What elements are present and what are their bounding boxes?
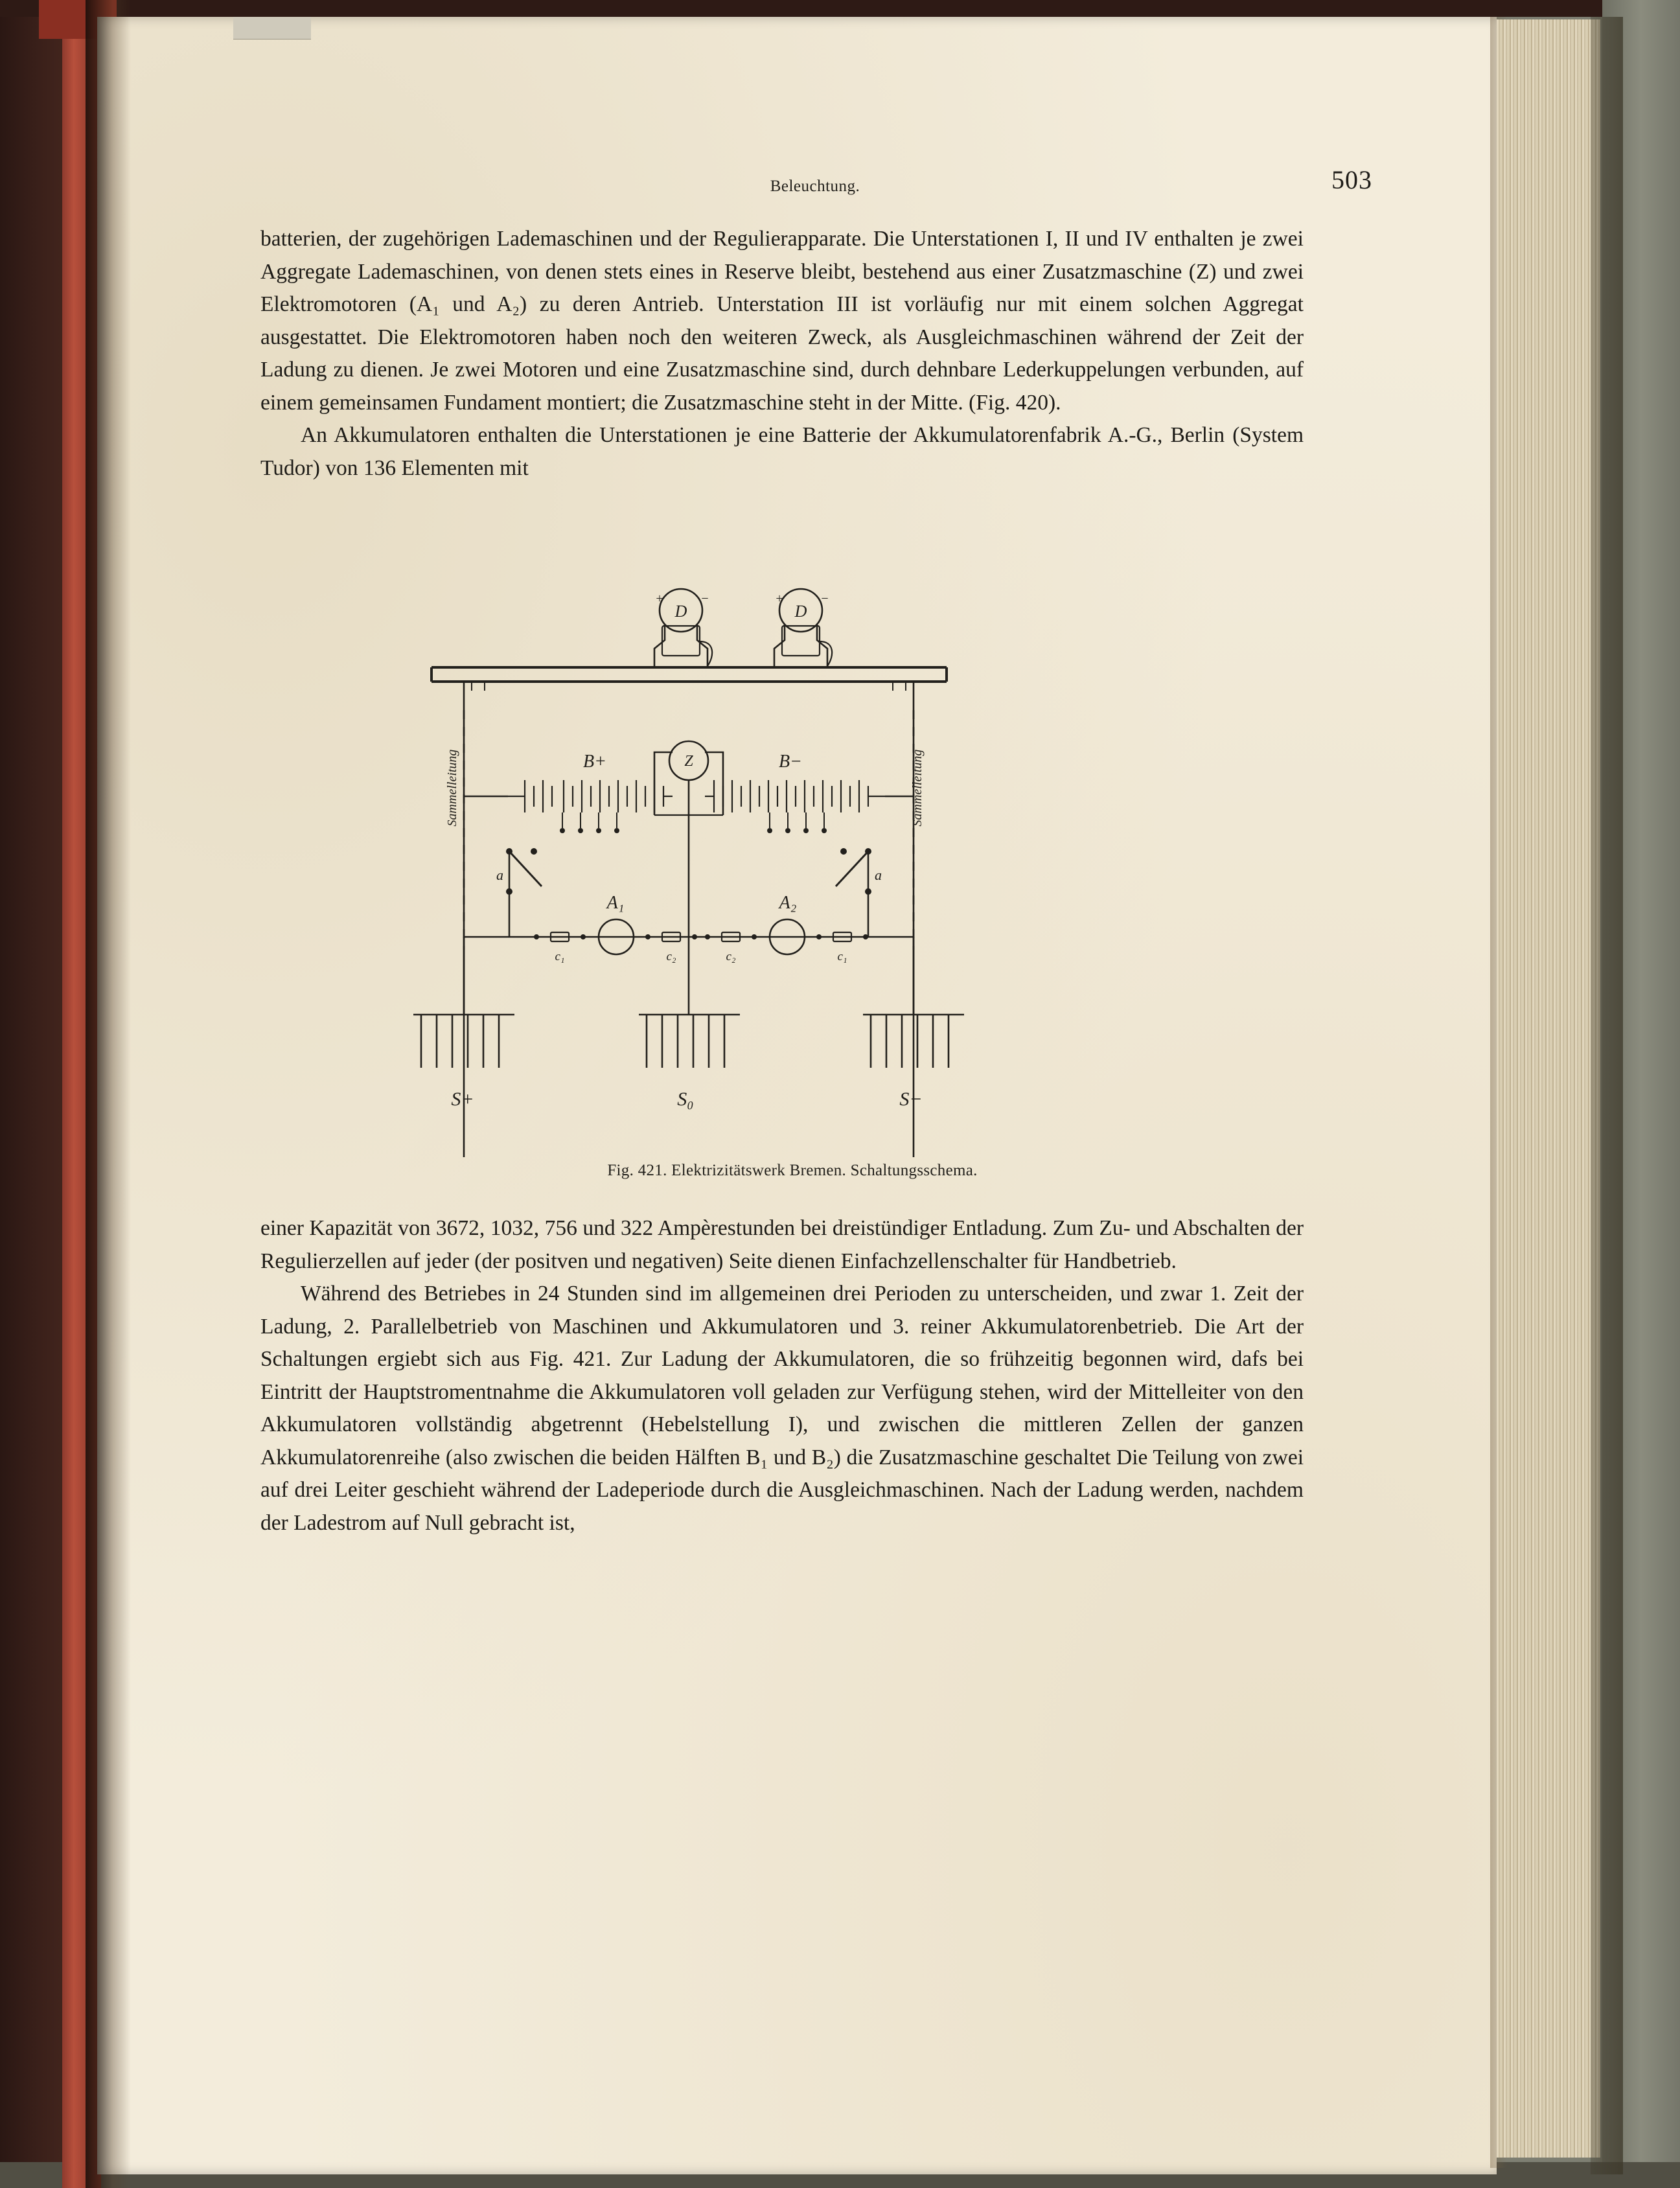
- dynamo-right-label: D: [794, 602, 807, 621]
- figure-caption: Fig. 421. Elektrizitätswerk Bremen. Schaltungsschema.: [607, 1162, 978, 1179]
- feeder-minus-label: S−: [899, 1088, 923, 1110]
- page-content: [258, 17, 1372, 2174]
- body-text-lower: [260, 1212, 1304, 1539]
- foredge-dark-edge: [1591, 17, 1623, 2174]
- battery-right-label: B−: [779, 752, 802, 772]
- dynamo-left-plus: +: [656, 592, 663, 606]
- paragraph-3: einer Kapazität von 3672, 1032, 756 und 322 Ampèrestunden bei dreistündiger Entladung. Zum Zu- und Abschalten der Regulierzellen auf jeder (der positven und negativen) Seite dienen Einfachzellenschalter für Handbetrieb.: [260, 1216, 1304, 1273]
- battery-right: [705, 780, 885, 812]
- background-top-edge: [0, 0, 1680, 17]
- bus-left-label: Sammelleitung: [445, 749, 459, 827]
- page-foredge: [1497, 19, 1600, 2158]
- feeder-mid-label: S₀: [677, 1088, 694, 1110]
- figure-421: [258, 587, 1327, 1157]
- bus-right-label: Sammelleitung: [910, 749, 925, 827]
- fuse-c1-label: c₁: [555, 950, 565, 963]
- body-text-upper: [260, 223, 1304, 485]
- dynamo-left-minus: −: [701, 592, 709, 606]
- paragraph-1: batterien, der zugehörigen Lademaschinen und der Regulierapparate. Die Unterstationen I, II und IV enthalten je zwei Aggregate Lademaschinen, von denen stets eines in Reserve bleibt, bestehend aus einer Zusatzmaschine (Z) und zwei Elektromotoren (A₁ und A₂) zu deren Antrieb. Unterstation III ist vorläufig nur mit einem solchen Aggregat ausgestattet. Die Elektromotoren haben noch den weiteren Zweck, als Ausgleichmaschinen während der Zeit der Ladung zu dienen. Je zwei Motoren und eine Zusatzmaschine sind, durch dehnbare Lederkuppelungen verbunden, auf einem gemeinsamen Fundament montiert; die Zusatzmaschine steht in der Mitte. (Fig. 420).: [260, 227, 1304, 415]
- running-head: Beleuchtung.: [770, 178, 860, 195]
- switch-right-label: a: [875, 867, 882, 883]
- battery-left-label: B+: [583, 752, 606, 772]
- motor-a1-label: A₁: [606, 893, 625, 913]
- machine-z-label: Z: [684, 753, 693, 770]
- switch-left-label: a: [496, 867, 503, 883]
- dynamo-right-minus: −: [821, 592, 829, 606]
- circuit-diagram: [258, 587, 1327, 1157]
- dynamo-right-plus: +: [776, 592, 783, 606]
- paragraph-4: Während des Betriebes in 24 Stunden sind im allgemeinen drei Perioden zu unterscheiden, und zwar 1. Zeit der Ladung, 2. Parallelbetrieb von Maschinen und Akkumulatoren und 3. reiner Akkumulatorenbetrieb. Die Art der Schaltungen ergiebt sich aus Fig. 421. Zur Ladung der Akkumulatoren, die so frühzeitig begonnen wird, dafs bei Eintritt der Hauptstromentnahme die Akkumulatoren voll geladen zur Verfügung stehen, wird der Mittelleiter von den Akkumulatoren vollständig abgetrennt (Hebelstellung I), und zwischen die mittleren Zellen der ganzen Akkumulatorenreihe (also zwischen die beiden Hälften B₁ und B₂) die Zusatzmaschine geschaltet Die Teilung von zwei auf drei Leiter geschieht während der Ladeperiode durch die Ausgleichmaschinen. Nach der Ladung werden, nachdem der Ladestrom auf Null gebracht ist,: [260, 1282, 1304, 1535]
- gutter-shadow: [86, 0, 131, 2188]
- fuse-c2-label: c₂: [666, 950, 676, 963]
- fuse-c3-label: c₂: [726, 950, 736, 963]
- dynamo-left-label: D: [674, 602, 687, 621]
- battery-left: [508, 780, 673, 812]
- feeder-plus-label: S+: [451, 1088, 474, 1110]
- switch-right: [836, 848, 871, 937]
- feeder-mid: [639, 1015, 740, 1068]
- book-page: [97, 17, 1497, 2174]
- paragraph-2: An Akkumulatoren enthalten die Unterstationen je eine Batterie der Akkumulatorenfabrik A.-G., Berlin (System Tudor) von 136 Elementen mit: [260, 423, 1304, 480]
- fuse-c4-label: c₁: [837, 950, 847, 963]
- page-number: 503: [1331, 165, 1372, 194]
- switch-left: [506, 848, 542, 937]
- motor-a2-label: A₂: [779, 893, 797, 913]
